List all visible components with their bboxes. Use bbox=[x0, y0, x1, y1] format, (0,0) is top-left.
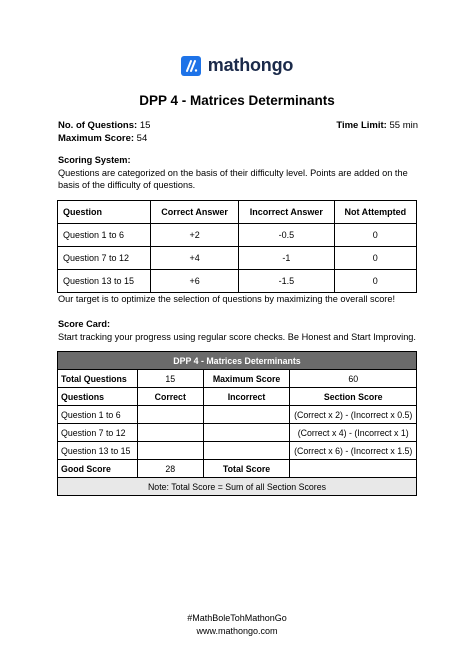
footer-url[interactable]: www.mathongo.com bbox=[196, 626, 278, 636]
scoring-table bbox=[57, 200, 417, 293]
total-score-input-cell[interactable] bbox=[290, 460, 417, 478]
brand-logo bbox=[0, 55, 474, 76]
mathongo-logo-icon bbox=[181, 56, 201, 76]
col-not-attempted: Not Attempted bbox=[334, 201, 416, 224]
correct-input-cell[interactable] bbox=[137, 424, 203, 442]
table-row: Question 7 to 12 (Correct x 4) - (Incorrect x 1) bbox=[58, 424, 417, 442]
score-card-total-row: Good Score 28 Total Score bbox=[58, 460, 417, 478]
brand-name: mathongo bbox=[207, 55, 294, 75]
questions-count: No. of Questions: 15 bbox=[58, 120, 151, 131]
col-question: Question bbox=[58, 201, 151, 224]
table-row: Question 1 to 6 +2 -0.5 0 bbox=[58, 224, 417, 247]
target-text: Our target is to optimize the selection of questions by maximizing the overall score! bbox=[58, 294, 396, 304]
maximum-score: Maximum Score: 54 bbox=[58, 133, 148, 144]
score-card-note: Note: Total Score = Sum of all Section Scores bbox=[58, 478, 417, 496]
incorrect-input-cell[interactable] bbox=[203, 424, 290, 442]
table-row: Question 1 to 6 (Correct x 2) - (Incorrect x 0.5) bbox=[58, 406, 417, 424]
col-incorrect: Incorrect Answer bbox=[239, 201, 334, 224]
score-card-header-row: Questions Correct Incorrect Section Score bbox=[58, 388, 417, 406]
scoring-text: Questions are categorized on the basis of their difficulty level. Points are added on the basis of the difficulty of questions. bbox=[58, 167, 408, 190]
scoring-system bbox=[58, 154, 418, 192]
correct-input-cell[interactable] bbox=[137, 442, 203, 460]
table-row: Question 13 to 15 +6 -1.5 0 bbox=[58, 270, 417, 293]
footer-hashtag: #MathBoleTohMathonGo bbox=[187, 613, 287, 623]
table-row: Question 7 to 12 +4 -1 0 bbox=[58, 247, 417, 270]
score-card-section bbox=[58, 318, 418, 343]
page-title: DPP 4 - Matrices Determinants bbox=[139, 93, 335, 108]
score-card-summary-row: Total Questions 15 Maximum Score 60 bbox=[58, 370, 417, 388]
incorrect-input-cell[interactable] bbox=[203, 406, 290, 424]
score-card-text: Start tracking your progress using regular score checks. Be Honest and Start Improving. bbox=[58, 331, 416, 342]
scoring-heading: Scoring System: bbox=[58, 155, 131, 165]
correct-input-cell[interactable] bbox=[137, 406, 203, 424]
table-row: Question 13 to 15 (Correct x 6) - (Incorrect x 1.5) bbox=[58, 442, 417, 460]
time-limit: Time Limit: 55 min bbox=[336, 120, 418, 131]
col-correct: Correct Answer bbox=[151, 201, 239, 224]
score-card-table bbox=[57, 351, 417, 496]
info-block bbox=[58, 120, 418, 144]
table-header-row bbox=[58, 201, 417, 224]
incorrect-input-cell[interactable] bbox=[203, 442, 290, 460]
score-card-heading: Score Card: bbox=[58, 319, 111, 329]
score-card-title: DPP 4 - Matrices Determinants bbox=[58, 352, 417, 370]
